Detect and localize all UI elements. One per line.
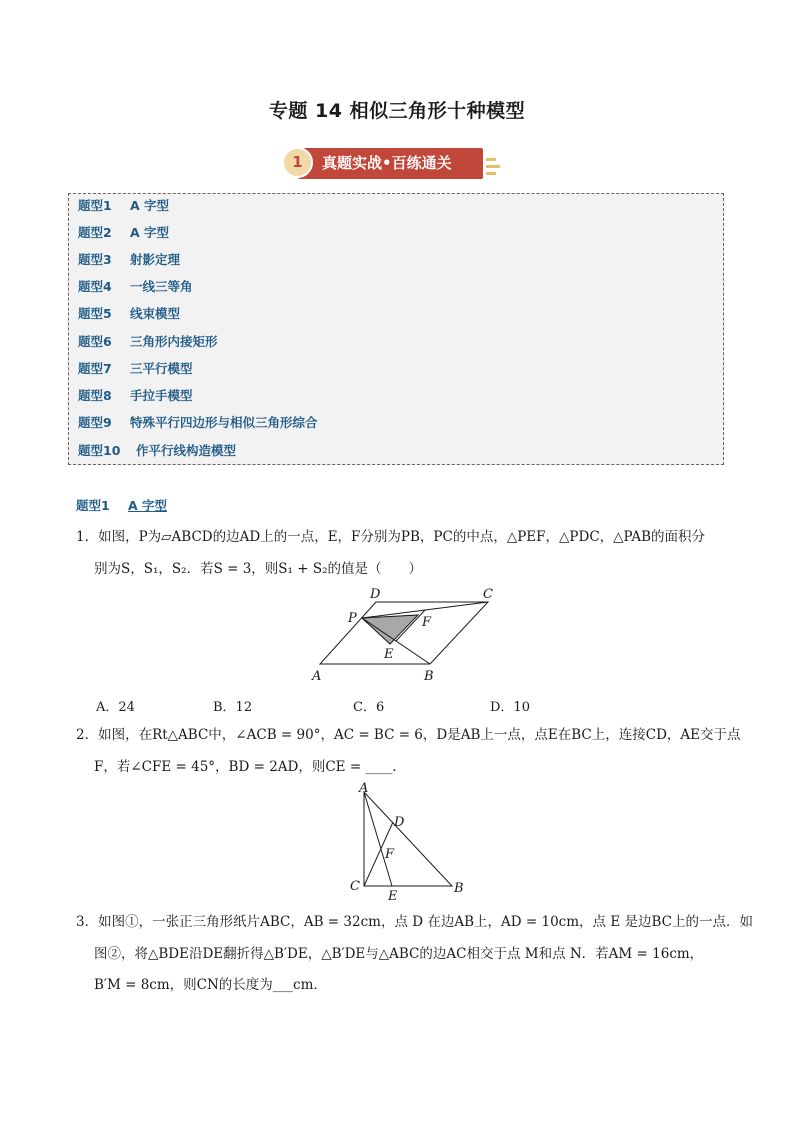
toc-name: 线束模型 [130, 306, 181, 321]
label-c: C [350, 879, 360, 894]
toc-name: 特殊平行四边形与相似三角形综合 [130, 415, 318, 430]
toc-name: A 字型 [130, 198, 170, 213]
q1-choice-b[interactable]: B．12 [213, 700, 253, 715]
section-num: 题型1 [76, 498, 110, 513]
toc-num: 题型10 [78, 443, 121, 458]
q1-text-line2: 别为S，S₁，S₂．若S = 3，则S₁ + S₂的值是（ ） [94, 561, 423, 577]
toc-num: 题型5 [78, 306, 112, 321]
label-b: B [424, 669, 434, 684]
label-a: A [359, 782, 369, 796]
toc-item[interactable] [78, 441, 236, 459]
label-a: A [312, 669, 322, 684]
q1-parallelogram-figure [300, 582, 515, 686]
q3-text-line3: B′M = 8cm，则CN的长度为___cm． [94, 977, 327, 993]
section-name: A 字型 [128, 498, 168, 513]
toc-name: 作平行线构造模型 [136, 443, 237, 458]
toc-name: A 字型 [130, 225, 170, 240]
q1-choice-d[interactable]: D．10 [490, 700, 530, 715]
toc-num: 题型4 [78, 279, 112, 294]
toc-name: 射影定理 [130, 252, 181, 267]
page-title: 专题 14 相似三角形十种模型 [268, 100, 526, 122]
toc-item[interactable] [78, 223, 169, 241]
q1-choice-c[interactable]: C．6 [353, 700, 385, 715]
toc-num: 题型8 [78, 388, 112, 403]
label-d: D [370, 587, 381, 602]
triangle-abc [364, 792, 452, 886]
label-f: F [422, 615, 432, 630]
toc-item[interactable] [78, 250, 180, 268]
label-f: F [385, 847, 395, 862]
banner-deco-line [486, 172, 496, 175]
q1-text-line1: 1．如图，P为▱ABCD的边AD上的一点，E，F分别为PB，PC的中点，△PEF，△PDC，△PAB的面积分 [76, 529, 706, 545]
q3-text-line2: 图②，将△BDE沿DE翻折得△B′DE，△B′DE与△ABC的边AC相交于点 M和点 N．若AM = 16cm， [94, 946, 704, 962]
toc-item[interactable] [78, 332, 218, 350]
toc-item[interactable] [78, 413, 318, 431]
label-p: P [348, 611, 357, 626]
q1-choice-a[interactable]: A．24 [96, 700, 135, 715]
section-banner [282, 146, 512, 182]
section-heading [76, 496, 167, 514]
toc-num: 题型9 [78, 415, 112, 430]
toc-box [68, 193, 724, 465]
toc-name: 三角形内接矩形 [130, 334, 218, 349]
label-b: B [454, 881, 464, 896]
label-e: E [384, 647, 394, 662]
toc-num: 题型3 [78, 252, 112, 267]
toc-name: 一线三等角 [130, 279, 193, 294]
label-d: D [394, 815, 405, 830]
toc-num: 题型7 [78, 361, 112, 376]
toc-name: 三平行模型 [130, 361, 193, 376]
toc-item[interactable] [78, 304, 180, 322]
toc-item[interactable] [78, 359, 193, 377]
banner-bar [298, 148, 483, 179]
banner-deco-line [486, 158, 496, 161]
toc-item[interactable] [78, 386, 193, 404]
banner-label: 真题实战•百练通关 [322, 154, 452, 172]
toc-num: 题型1 [78, 198, 112, 213]
q2-triangle-figure [340, 782, 480, 904]
toc-item[interactable] [78, 277, 193, 295]
q3-text-line1: 3．如图①，一张正三角形纸片ABC，AB = 32cm，点 D 在边AB上，AD = 10cm，点 E 是边BC上的一点．如 [76, 914, 753, 930]
banner-number-badge: 1 [282, 147, 313, 178]
q2-text-line2: F，若∠CFE = 45°，BD = 2AD，则CE = ____． [94, 759, 406, 775]
shaded-triangle-pef [362, 615, 418, 644]
toc-num: 题型2 [78, 225, 112, 240]
label-e: E [388, 889, 398, 904]
toc-name: 手拉手模型 [130, 388, 193, 403]
toc-item[interactable] [78, 196, 169, 214]
segment-ae [364, 792, 392, 886]
banner-deco-line [486, 165, 500, 168]
q2-text-line1: 2．如图，在Rt△ABC中，∠ACB = 90°，AC = BC = 6，D是AB上一点，点E在BC上，连接CD，AE交于点 [76, 727, 741, 743]
toc-num: 题型6 [78, 334, 112, 349]
label-c: C [483, 587, 493, 602]
